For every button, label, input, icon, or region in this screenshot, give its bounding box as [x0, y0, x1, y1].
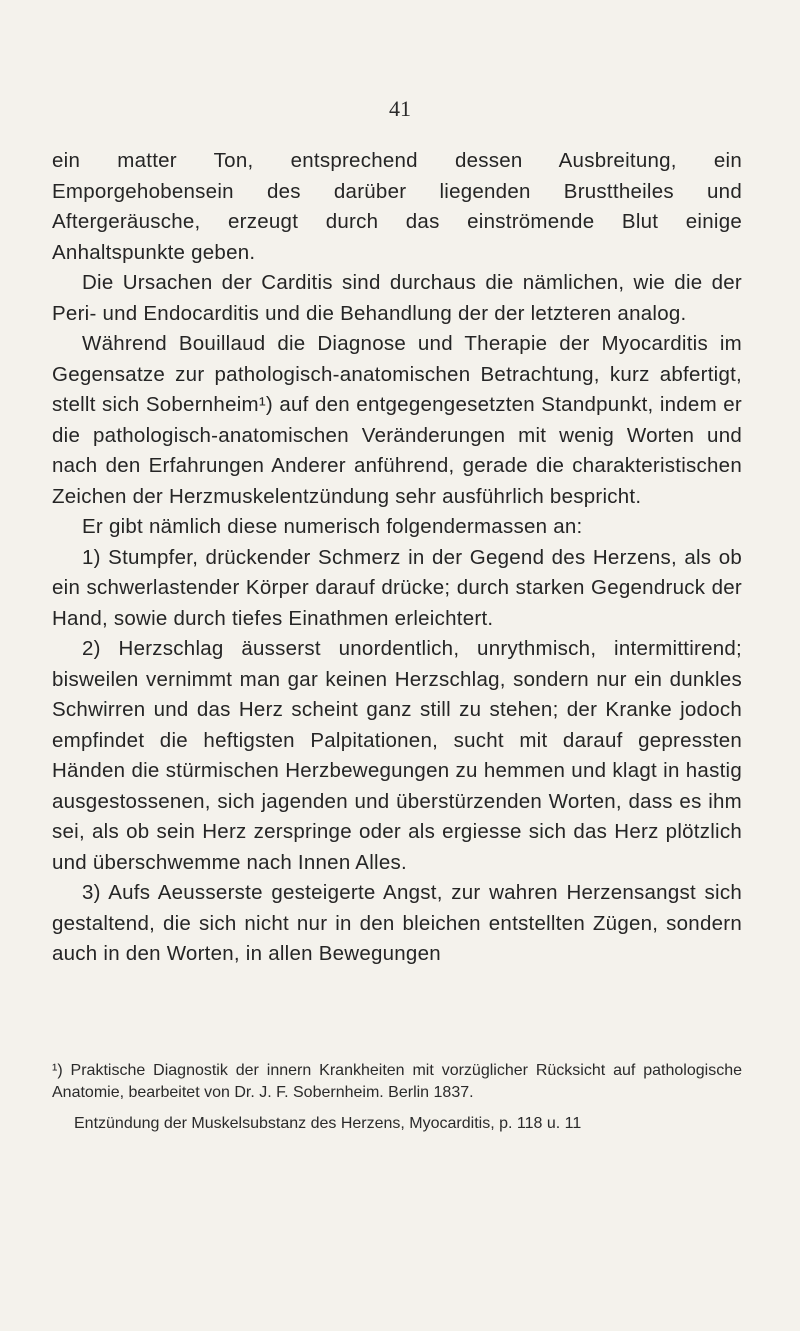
- paragraph-1: ein matter Ton, entsprechend dessen Ausbreitung, ein Emporgehobensein des darüber liegenden Brusttheiles und Aftergeräusche, erzeugt durch das einströmende Blut einige Anhaltspunkte geben.: [52, 149, 742, 264]
- paragraph-2: Die Ursachen der Carditis sind durchaus die nämlichen, wie die der Peri- und Endocarditis und die Behandlung der der letzteren analog.: [52, 271, 742, 325]
- footnote-1: ¹) Praktische Diagnostik der innern Krankheiten mit vorzüglicher Rücksicht auf pathologische Anatomie, bearbeitet von Dr. J. F. Sobernheim. Berlin 1837.: [52, 1062, 742, 1101]
- paragraph-3: Während Bouillaud die Diagnose und Therapie der Myocarditis im Gegensatze zur pathologisch-anatomischen Betrachtung, kurz abfertigt, stellt sich Sobernheim¹) auf den entgegengesetzten Standpunkt, indem er die pathologisch-anatomischen Veränderungen mit wenig Worten und nach den Erfahrungen Anderer anführend, gerade die charakteristischen Zeichen der Herzmuskelentzündung sehr ausführlich bespricht.: [52, 332, 742, 508]
- page-number: 41: [389, 96, 411, 121]
- list-item-2: 2) Herzschlag äusserst unordentlich, unrythmisch, intermittirend; bisweilen vernimmt man gar keinen Herzschlag, sondern nur ein dunkles Schwirren und das Herz scheint ganz still zu stehen; der Kranke jodoch empfindet die heftigsten Palpitationen, sucht mit darauf gepressten Händen die stürmischen Herzbewegungen zu hemmen und klagt in hastig ausgestossenen, sich jagenden und überstürzenden Worten, dass es ihm sei, als ob sein Herz zerspringe oder als ergiesse sich das Herz plötzlich und überschwemme nach Innen Alles.: [52, 637, 742, 874]
- main-text: [52, 146, 742, 970]
- footnote-2: Entzündung der Muskelsubstanz des Herzens, Myocarditis, p. 118 u. 11: [74, 1115, 582, 1132]
- list-item-3: 3) Aufs Aeusserste gesteigerte Angst, zur wahren Herzensangst sich gestaltend, die sich nicht nur in den bleichen entstellten Zügen, sondern auch in den Worten, in allen Bewegungen: [52, 881, 742, 965]
- list-item-1: 1) Stumpfer, drückender Schmerz in der Gegend des Herzens, als ob ein schwerlastender Körper darauf drücke; durch starken Gegendruck der Hand, sowie durch tiefes Einathmen erleichtert.: [52, 545, 742, 630]
- footnotes: [52, 1060, 742, 1135]
- paragraph-4: Er gibt nämlich diese numerisch folgendermassen an:: [82, 515, 583, 538]
